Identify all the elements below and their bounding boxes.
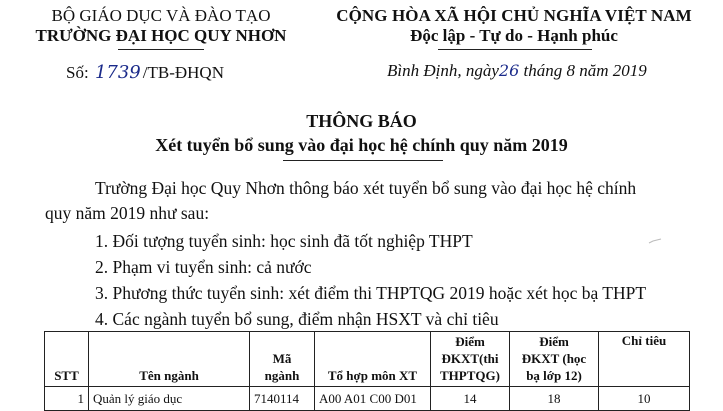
table-header-row — [45, 332, 690, 387]
date-line — [387, 61, 647, 81]
header-right-divider — [438, 49, 592, 50]
col-header-transcript-score — [510, 332, 599, 387]
ministry-name: BỘ GIÁO DỤC VÀ ĐÀO TẠO — [51, 6, 271, 25]
subtitle-divider — [283, 160, 443, 161]
cell-stt: 1 — [45, 387, 89, 411]
date-day-handwritten: 26 — [498, 61, 520, 80]
list-item-target: 1. Đối tượng tuyển sinh: học sinh đã tốt nghiệp THPT — [95, 231, 473, 251]
issuer-header — [22, 6, 300, 46]
col-header-stt: STT — [45, 332, 89, 387]
col-header-major-code-line2: ngành — [264, 368, 300, 383]
cell-quota: 10 — [599, 387, 690, 411]
cell-transcript-score: 18 — [510, 387, 599, 411]
cell-major-code: 7140114 — [250, 387, 315, 411]
country-name: CỘNG HÒA XÃ HỘI CHỦ NGHĨA VIỆT NAM — [336, 6, 692, 25]
col-header-exam-score-line1: Điểm — [455, 334, 485, 349]
col-header-major-code-line1: Mã — [272, 351, 292, 366]
scan-speck — [648, 238, 662, 244]
document-subtitle: Xét tuyển bổ sung vào đại học hệ chính quy năm 2019 — [155, 135, 568, 155]
university-name: TRƯỜNG ĐẠI HỌC QUY NHƠN — [35, 26, 287, 45]
national-header — [305, 6, 723, 46]
list-item-method: 3. Phương thức tuyển sinh: xét điểm thi THPTQG 2019 hoặc xét học bạ THPT — [95, 283, 647, 303]
doc-number-suffix: /TB-ĐHQN — [142, 63, 224, 82]
col-header-major-name: Tên ngành — [89, 332, 250, 387]
doc-number-prefix: Số: — [66, 63, 89, 82]
col-header-transcript-score-line1: Điểm — [539, 334, 569, 349]
doc-number-handwritten: 1739 — [94, 62, 141, 83]
document-number — [66, 62, 224, 83]
cell-exam-score: 14 — [431, 387, 510, 411]
list-item-scope: 2. Phạm vi tuyển sinh: cả nước — [95, 257, 312, 277]
col-header-exam-score-line2: ĐKXT(thi — [441, 351, 499, 366]
national-motto: Độc lập - Tự do - Hạnh phúc — [410, 26, 618, 45]
col-header-exam-score — [431, 332, 510, 387]
intro-paragraph-line2: quy năm 2019 như sau: — [45, 203, 210, 223]
intro-paragraph-line1: Trường Đại học Quy Nhơn thông báo xét tuyển bổ sung vào đại học hệ chính — [95, 178, 637, 198]
col-header-exam-score-line3: THPTQG) — [440, 368, 500, 383]
header-left-divider — [118, 49, 204, 50]
document-title: THÔNG BÁO — [306, 111, 417, 131]
list-item-majors: 4. Các ngành tuyển bổ sung, điểm nhận HSXT và chỉ tiêu — [95, 309, 499, 329]
cell-subject-combo: A00 A01 C00 D01 — [315, 387, 431, 411]
date-prefix: Bình Định, ngày — [387, 61, 499, 80]
date-suffix: tháng 8 năm 2019 — [523, 61, 647, 80]
cell-major-name: Quản lý giáo dục — [89, 387, 250, 411]
col-header-subject-combo: Tổ hợp môn XT — [315, 332, 431, 387]
col-header-transcript-score-line2: ĐKXT (học — [521, 351, 587, 366]
col-header-quota: Chỉ tiêu — [599, 332, 690, 387]
col-header-major-code — [250, 332, 315, 387]
col-header-transcript-score-line3: bạ lớp 12) — [526, 368, 582, 383]
admission-table — [44, 331, 690, 411]
